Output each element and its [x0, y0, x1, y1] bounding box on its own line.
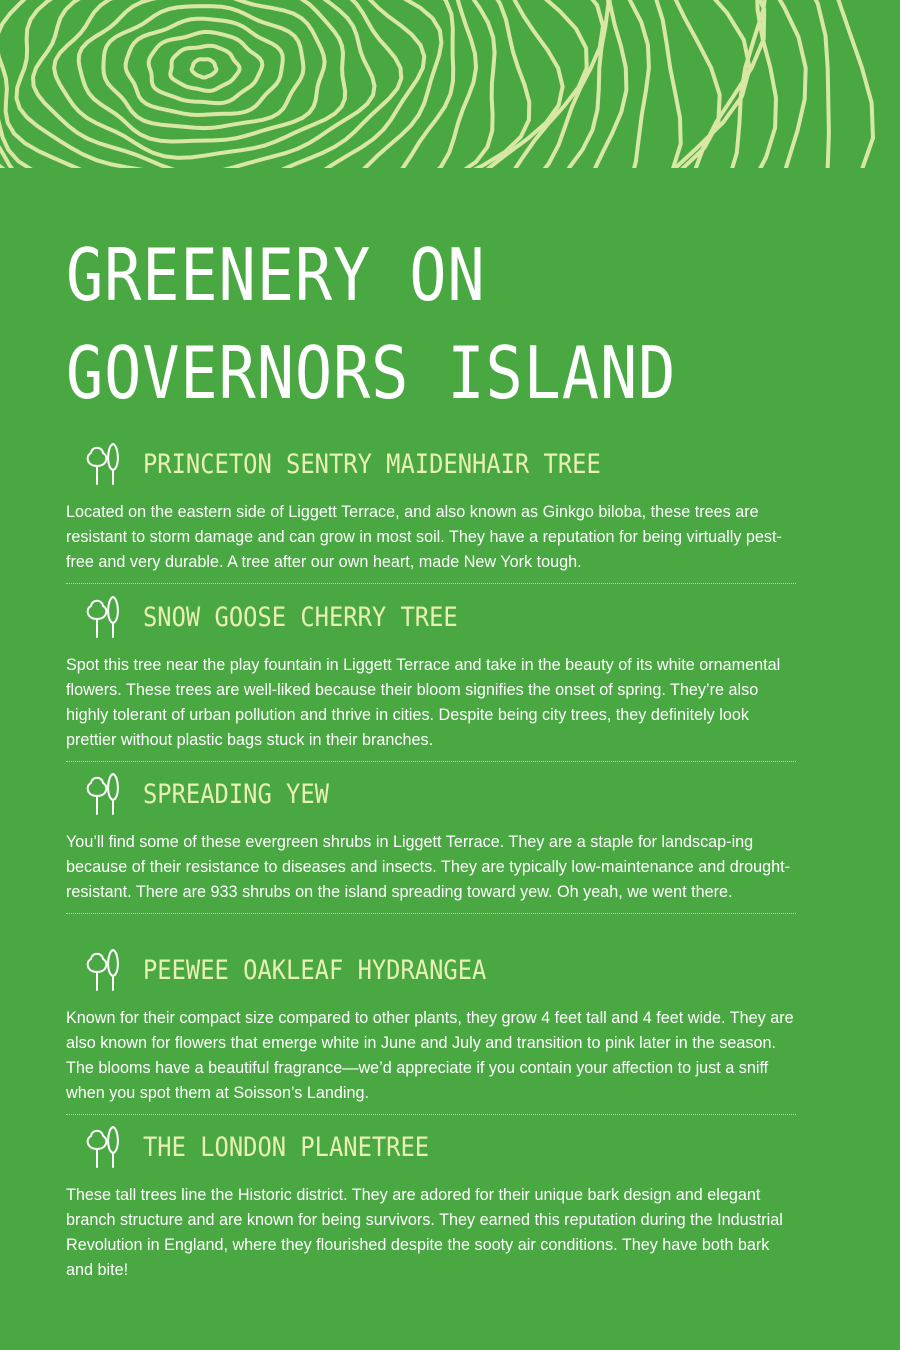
section-title: SPREADING YEW — [143, 779, 329, 810]
section-body: Spot this tree near the play fountain in Liggett Terrace and take in the beauty of its white ornamental flowers. These trees are well-liked because their bloom signifies the onset of spring. They’re also highly tolerant of urban pollution and thrive in cities. Despite being city trees, they definitely look prettier without plastic bags stuck in their branches. — [66, 656, 781, 749]
section-spreading-yew — [66, 770, 796, 914]
section-body: You’ll find some of these evergreen shrubs in Liggett Terrace. They are a staple for landscap-ing because of their resistance to diseases and insects. They are typically low-maintenance and drought-resistant. There are 933 shrubs on the island spreading toward yew. Oh yeah, we went there. — [66, 833, 791, 901]
section-header — [66, 1123, 796, 1173]
section-divider — [66, 761, 796, 762]
tree-icon — [83, 770, 125, 816]
page-title-line-1: GREENERY ON — [66, 233, 486, 317]
section-body: Located on the eastern side of Liggett Terrace, and also known as Ginkgo biloba, these trees are resistant to storm damage and can grow in most soil. They have a reputation for being virtually pest-free and very durable. A tree after our own heart, made New York tough. — [66, 503, 782, 571]
tree-ring — [170, 46, 239, 91]
tree-rings-decoration — [0, 0, 900, 168]
tree-icon — [83, 593, 125, 639]
section-title: THE LONDON PLANETREE — [143, 1132, 430, 1163]
page-title-line-2: GOVERNORS ISLAND — [66, 331, 677, 415]
section-body: These tall trees line the Historic district. They are adored for their unique bark design and elegant branch structure and are known for being survivors. They earned this reputation during the Industrial Revolution in England, where they flourished despite the sooty air conditions. They have both bark and bite! — [66, 1186, 783, 1279]
tree-ring — [0, 0, 529, 168]
section-divider — [66, 913, 796, 914]
section-body: Known for their compact size compared to other plants, they grow 4 feet tall and 4 feet wide. They are also known for flowers that emerge white in June and July and transition to pink later in the season. The blooms have a beautiful fragrance—we’d appreciate if you contain your affection to just a sniff when you spot them at Soisson’s Landing. — [66, 1009, 794, 1102]
tree-icon — [83, 440, 125, 486]
section-princeton-sentry — [66, 440, 796, 584]
section-title: PEEWEE OAKLEAF HYDRANGEA — [143, 955, 487, 986]
section-divider — [66, 583, 796, 584]
tree-ring — [79, 0, 325, 141]
tree-icon — [83, 946, 125, 992]
section-title: SNOW GOOSE CHERRY TREE — [143, 602, 458, 633]
section-header — [66, 946, 796, 996]
section-header — [66, 440, 796, 490]
section-snow-goose — [66, 593, 796, 762]
section-title: PRINCETON SENTRY MAIDENHAIR TREE — [143, 449, 601, 480]
tree-ring — [103, 6, 303, 128]
section-header — [66, 593, 796, 643]
section-peewee-hydrangea — [66, 946, 796, 1115]
section-divider — [66, 1114, 796, 1115]
tree-ring — [0, 0, 776, 168]
tree-ring — [192, 59, 217, 77]
section-london-planetree — [66, 1123, 796, 1283]
tree-icon — [83, 1123, 125, 1169]
section-header — [66, 770, 796, 820]
page-title — [66, 226, 676, 422]
